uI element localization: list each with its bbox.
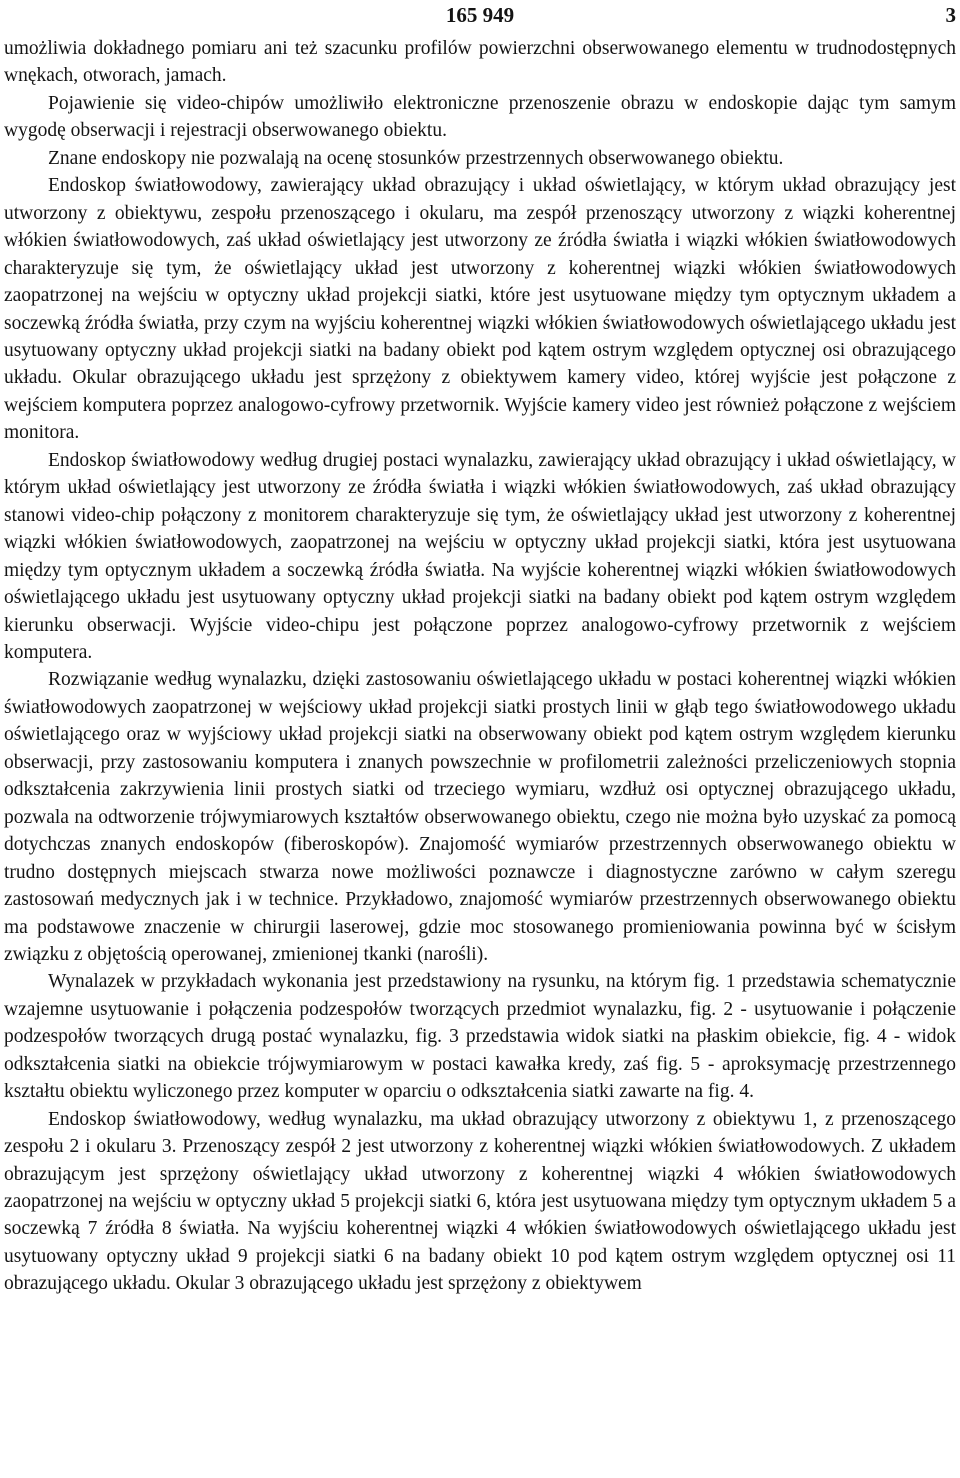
paragraph-second-embodiment: Endoskop światłowodowy według drugiej postaci wynalazku, zawierający układ obrazujący i układ oświetlający, w którym układ oświetlający jest utworzony ze źródła światła i wiązki włókien światłowodowych, zaś układ obrazujący stanowi video-chip połączony z monitorem charakteryzuje się tym, że oświetlający układ jest utworzony z koherentnej wiązki włókien światłowodowych, zaopatrzonej na wejściu w optyczny układ projekcji siatki, która jest usytuowana między tym optycznym układem a soczewką źródła światła. Na wyjście koherentnej wiązki włókien światłowodowych oświetlającego układu jest usytuowany optyczny układ projekcji siatki na badany obiekt pod kątem ostrym względem kierunku obserwacji. Wyjście video-chipu jest połączone poprzez analogowo-cyfrowy przetwornik z wejściem komputera. [4,449,956,663]
paragraph-continuation: umożliwia dokładnego pomiaru ani też szacunku profilów powierzchni obserwowanego elementu w trudnodostępnych wnękach, otworach, jamach. [4,38,956,87]
paragraph-advantages: Rozwiązanie według wynalazku, dzięki zastosowaniu oświetlającego układu w postaci koherentnej wiązki włókien światłowodowych zaopatrzonej w wejściowy układ projekcji siatki prostych linii w głąb tego światłowodowego układu oświetlającego oraz w wyjściowy układ projekcji siatki na obserwowany obiekt pod kątem ostrym względem kierunku obserwacji, przy zastosowaniu komputera i znanych powszechnie w profilometrii zależności przeliczeniowych stopnia odkształcenia zakrzywienia linii prostych siatki od trzeciego wymiaru, wzdłuż osi optycznej obrazującego układu, pozwala na odtworzenie trójwymiarowych kształtów obserwowanego obiektu, czego nie można było uzyskać za pomocą dotychczas znanych endoskopów (fiberoskopów). Znajomość wymiarów przestrzennych obserwowanego obiektu w trudno dostępnych miejscach stwarza nowe możliwości poznawcze i diagnostyczne zarówno w całym szeregu zastosowań medycznych jak i w technice. Przykładowo, znajomość wymiarów przestrzennych obserwowanego obiektu ma podstawowe znaczenie w chirurgii laserowej, gdzie moc stosowanego promieniowania powinna być w ścisłym związku z objętością operowanej, zmienionej tkanki (narośli). [4,669,956,965]
paragraph-known-endoscopes: Znane endoskopy nie pozwalają na ocenę stosunków przestrzennych obserwowanego obiektu. [48,147,784,169]
paragraph-first-embodiment: Endoskop światłowodowy, zawierający układ obrazujący i układ oświetlający, w którym układ obrazujący jest utworzony z obiektywu, zespołu przenoszącego i okularu, ma zespół przenoszący utworzony z wiązki koherentnej włókien światłowodowych, zaś układ oświetlający jest utworzony ze źródła światła i wiązki włókien światłowodowych charakteryzuje się tym, że oświetlający układ jest utworzony z koherentnej wiązki włókien światłowodowych zaopatrzonej na wejściu w optyczny układ projekcji siatki, które jest usytuowane między tym optycznym układem a soczewką źródła światła, przy czym na wyjściu koherentnej wiązki włókien światłowodowych oświetlającego układu jest usytuowany optyczny układ projekcji siatki na badany obiekt pod kątem ostrym względem optycznej osi obrazującego układu. Okular obrazującego układu jest sprzężony z obiektywem kamery video, której wyjście jest połączone z wejściem komputera poprzez analogowo-cyfrowy przetwornik. Wyjście kamery video jest również połączone z wejściem monitora. [4,175,956,444]
patent-page [4,0,956,1478]
document-body [4,35,956,1298]
page-number: 3 [945,3,956,27]
paragraph-video-chips: Pojawienie się video-chipów umożliwiło elektroniczne przenoszenie obrazu w endoskopie dając tym samym wygodę obserwacji i rejestracji obserwowanego obiektu. [4,92,956,142]
page-header [4,0,956,30]
paragraph-figures: Wynalazek w przykładach wykonania jest przedstawiony na rysunku, na którym fig. 1 przedstawia schematycznie wzajemne usytuowanie i połączenia podzespołów tworzących przedmiot wynalazku, fig. 2 - usytuowanie i połączenie podzespołów tworzących drugą postać wynalazku, fig. 3 przedstawia widok siatki na płaskim obiekcie, fig. 4 - widok odkształcenia siatki na obiekcie trójwymiarowym w postaci kawałka kredy, zaś fig. 5 - aproksymację przestrzennego kształtu obiektu wyliczonego przez komputer w oparciu o odkształcenia siatki zawarte na fig. 4. [4,971,956,1103]
paragraph-detailed-description: Endoskop światłowodowy, według wynalazku, ma układ obrazujący utworzony z obiektywu 1, z przenoszącego zespołu 2 i okularu 3. Przenoszący zespół 2 jest utworzony z koherentnej wiązki włókien światłowodowych. Z układem obrazującym jest sprzężony oświetlający układ utworzony z koherentnej wiązki 4 włókien światłowodowych zaopatrzonej na wejściu w optyczny układ 5 projekcji siatki 6, która jest usytuowana między tym optycznym układem 5 a soczewką 7 źródła 8 światła. Na wyjściu koherentnej wiązki 4 włókien światłowodowych oświetlającego układu jest usytuowany optyczny układ 9 projekcji siatki 6 na badany obiekt 10 pod kątem ostrym względem optycznej osi 11 obrazującego układu. Okular 3 obrazującego układu jest sprzężony z obiektywem [4,1108,956,1295]
patent-number: 165 949 [445,3,515,27]
